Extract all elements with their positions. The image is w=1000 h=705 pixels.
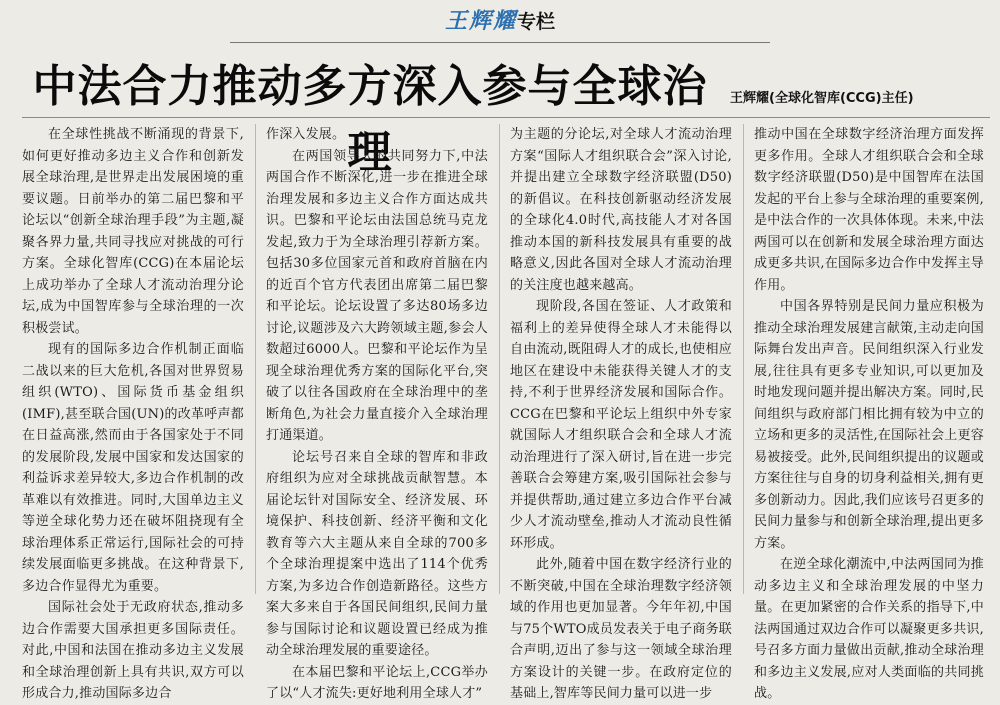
text-column-1 [22, 124, 244, 701]
paragraph: 现有的国际多边合作机制正面临二战以来的巨大危机,各国对世界贸易组织(WTO)、国际货币基金组织(IMF),甚至联合国(UN)的改革呼声都在日益高涨,然而由于各国家处于不同的发展阶段,发展中国家和发达国家的利益诉求差异较大,多边合作机制的改革难以有效推进。同时,大国单边主义等逆全球化势力还在破坏阻挠现有全球治理体系正常运行,国际社会的可持续发展面临更多挑战。在这种背景下,多边合作显得尤为重要。 [22, 342, 244, 594]
paragraph: 在两国领导人的共同努力下,中法两国合作不断深化,进一步在推进全球治理发展和多边主义合作方面达成共识。巴黎和平论坛由法国总统马克龙发起,致力于为全球治理引荐新方案。包括30多位国家元首和政府首脑在内的近百个官方代表团出席第二届巴黎和平论坛。论坛设置了多达80场多边讨论,议题涉及六大跨领域主题,参会人数超过6000人。巴黎和平论坛作为呈现全球治理优秀方案的国际化平台,突破了以往各国政府在全球治理中的垄断角色,为社会力量直接介入全球治理打通渠道。 [266, 148, 488, 443]
paragraph: 在全球性挑战不断涌现的背景下,如何更好推动多边主义合作和创新发展全球治理,是世界走出发展困境的重要议题。日前举办的第二届巴黎和平论坛以“创新全球治理手段”为主题,凝聚各界力量,共同寻找应对挑战的可行方案。全球化智库(CCG)在本届论坛上成功举办了全球人才流动治理分论坛,成为中国智库参与全球治理的一次积极尝试。 [22, 127, 244, 336]
text-column-3 [510, 124, 732, 701]
paragraph: 中国各界特别是民间力量应积极为推动全球治理发展建言献策,主动走向国际舞台发出声音。民间组织深入行业发展,往往具有更多专业知识,可以更加及时地发现问题并提出解决方案。同时,民间组织与政府部门相比拥有较为中立的立场和更多的灵活性,在国际社会上更容易被接受。此外,民间组织提出的议题或方案往往与自身的切身利益相关,拥有更多创新动力。因此,我们应该号召更多的民间力量参与和创新全球治理,提出更多方案。 [754, 299, 984, 551]
column-name: 王辉耀 [444, 8, 517, 34]
text-column-2 [266, 124, 488, 701]
paragraph: 推动中国在全球数字经济治理方面发挥更多作用。全球人才组织联合会和全球数字经济联盟(D50)是中国智库在法国发起的平台上参与全球治理的重要案例,是中法合作的一次具体体现。未来,中法两国可以在创新和发展全球治理方面达成更多共识,在国际多边合作中发挥主导作用。 [754, 127, 984, 293]
paragraph: 作深入发展。 [266, 127, 346, 142]
paragraph: 此外,随着中国在数字经济行业的不断突破,中国在全球治理数字经济领域的作用也更加显著。今年年初,中国与75个WTO成员发表关于电子商务联合声明,迈出了参与这一领域全球治理方案设计的关键一步。在政府定位的基础上,智库等民间力量可以进一步 [510, 557, 732, 701]
column-divider [255, 124, 256, 594]
paragraph: 在本届巴黎和平论坛上,CCG举办了以“人才流失:更好地利用全球人才” [266, 664, 488, 701]
headline-divider [22, 117, 990, 118]
column-divider [743, 124, 744, 594]
paragraph: 在逆全球化潮流中,中法两国同为推动多边主义和全球治理发展的中坚力量。在更加紧密的合作关系的指导下,中法两国通过双边合作可以凝聚更多共识,号召多方面力量做出贡献,推动全球治理和多边主义发展,应对人类面临的共同挑战。 [754, 557, 984, 701]
paragraph: 论坛号召来自全球的智库和非政府组织为应对全球挑战贡献智慧。本届论坛针对国际安全、经济发展、环境保护、科技创新、经济平衡和文化教育等六大主题从来自全球的700多个全球治理提案中选出了114个优秀方案,为多边合作创造新路径。这些方案大多来自于各国民间组织,民间力量参与国际讨论和议题设置已经成为推动全球治理发展的重要途径。 [266, 449, 488, 658]
article-byline: 王辉耀(全球化智库(CCG)主任) [730, 91, 914, 106]
column-divider [499, 124, 500, 594]
paragraph: 国际社会处于无政府状态,推动多边合作需要大国承担更多国际责任。对此,中国和法国在推动多边主义发展和全球治理创新上具有共识,双方可以形成合力,推动国际多边合 [22, 600, 244, 701]
text-column-4 [754, 124, 984, 701]
paragraph: 现阶段,各国在签证、人才政策和福利上的差异使得全球人才未能得以自由流动,既阻碍人才的成长,也使相应地区在建设中未能获得关键人才的支持,不利于世界经济发展和国际合作。CCG在巴黎和平论坛上组织中外专家就国际人才组织联合会和全球人才流动治理进行了深入研讨,旨在进一步完善联合会筹建方案,吸引国际社会参与并提供帮助,通过建立多边合作平台减少人才流动壁垒,推动人才流动良性循环形成。 [510, 299, 732, 551]
paragraph: 为主题的分论坛,对全球人才流动治理方案“国际人才组织联合会”深入讨论,并提出建立全球数字经济联盟(D50)的新倡议。在科技创新驱动经济发展的全球化4.0时代,高技能人才对各国推动本国的新科技发展具有重要的战略意义,因此各国对全球人才流动治理的关注度也越来越高。 [510, 127, 732, 293]
column-suffix: 专栏 [517, 11, 556, 33]
header-divider [230, 42, 770, 43]
article-headline: 中法合力推动多方深入参与全球治理 [32, 61, 708, 178]
column-header [0, 4, 1000, 38]
